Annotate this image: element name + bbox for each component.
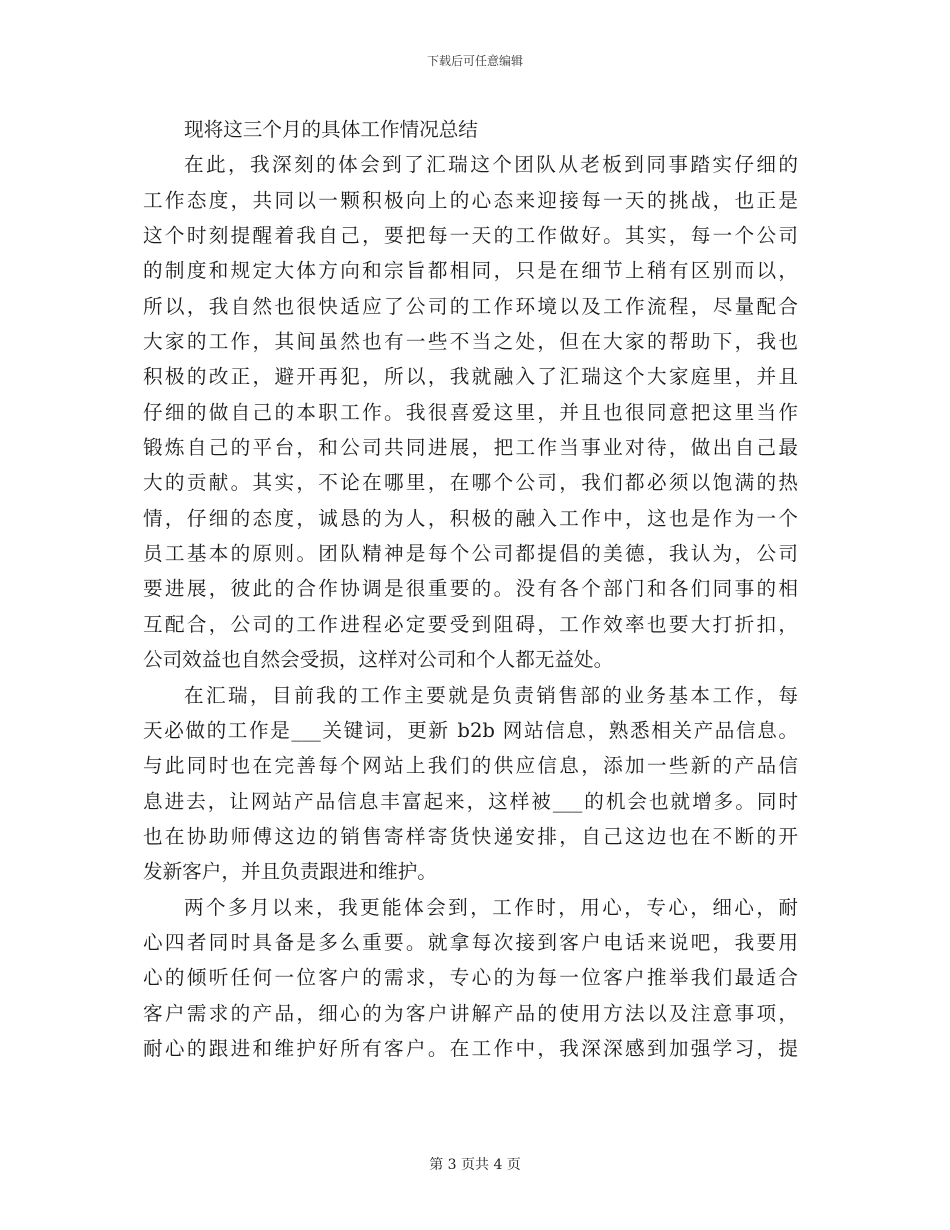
text-line: 员工基本的原则。团队精神是每个公司都提倡的美德，我认为，公司 [143,542,798,566]
text-line: 要进展，彼此的合作协调是很重要的。没有各个部门和各们同事的相 [143,577,798,601]
text-line: 大的贡献。其实，不论在哪里，在哪个公司，我们都必须以饱满的热 [143,471,798,495]
text-line: 天必做的工作是___关键词，更新 b2b 网站信息，熟悉相关产品信息。 [143,718,798,742]
text-line: 情，仔细的态度，诚恳的为人，积极的融入工作中，这也是作为一个 [143,506,798,530]
page-header: 下载后可任意编辑 [426,54,523,68]
text-line: 息进去，让网站产品信息丰富起来，这样被___的机会也就增多。同时 [143,789,798,813]
text-line: 在汇瑞，目前我的工作主要就是负责销售部的业务基本工作，每 [184,683,798,707]
text-line: 也在协助师傅这边的销售寄样寄货快递安排，自己这边也在不断的开 [143,824,798,848]
text-line: 现将这三个月的具体工作情况总结 [184,118,478,141]
text-line: 工作态度，共同以一颗积极向上的心态来迎接每一天的挑战，也正是 [143,188,798,212]
text-line: 与此同时也在完善每个网站上我们的供应信息，添加一些新的产品信 [143,754,798,778]
text-line: 锻炼自己的平台，和公司共同进展，把工作当事业对待，做出自己最 [143,436,798,460]
text-line: 客户需求的产品，细心的为客户讲解产品的使用方法以及注意事项， [143,1001,798,1025]
text-line: 心四者同时具备是多么重要。就拿每次接到客户电话来说吧，我要用 [143,930,798,954]
text-line: 两个多月以来，我更能体会到，工作时，用心，专心，细心，耐 [184,895,798,919]
text-line: 发新客户，并且负责跟进和维护。 [143,860,437,884]
document-body [143,112,798,1066]
text-line: 仔细的做自己的本职工作。我很喜爱这里，并且也很同意把这里当作 [143,400,798,424]
text-line: 的制度和规定大体方向和宗旨都相同，只是在细节上稍有区别而以， [143,259,798,283]
text-line: 耐心的跟进和维护好所有客户。在工作中，我深深感到加强学习，提 [143,1036,798,1060]
text-line: 这个时刻提醒着我自己，要把每一天的工作做好。其实，每一个公司 [143,224,798,248]
text-line: 所以，我自然也很快适应了公司的工作环境以及工作流程，尽量配合 [143,294,798,318]
text-line: 大家的工作，其间虽然也有一些不当之处，但在大家的帮助下，我也 [143,330,798,354]
page-footer: 第 3 页共 4 页 [429,1157,521,1173]
text-line: 互配合，公司的工作进程必定要受到阻碍，工作效率也要大打折扣， [143,612,798,636]
text-line: 在此，我深刻的体会到了汇瑞这个团队从老板到同事踏实仔细的 [184,153,798,177]
text-line: 积极的改正，避开再犯，所以，我就融入了汇瑞这个大家庭里，并且 [143,365,798,389]
text-line: 公司效益也自然会受损，这样对公司和个人都无益处。 [143,648,614,672]
text-line: 心的倾听任何一位客户的需求，专心的为每一位客户推举我们最适合 [143,966,798,990]
